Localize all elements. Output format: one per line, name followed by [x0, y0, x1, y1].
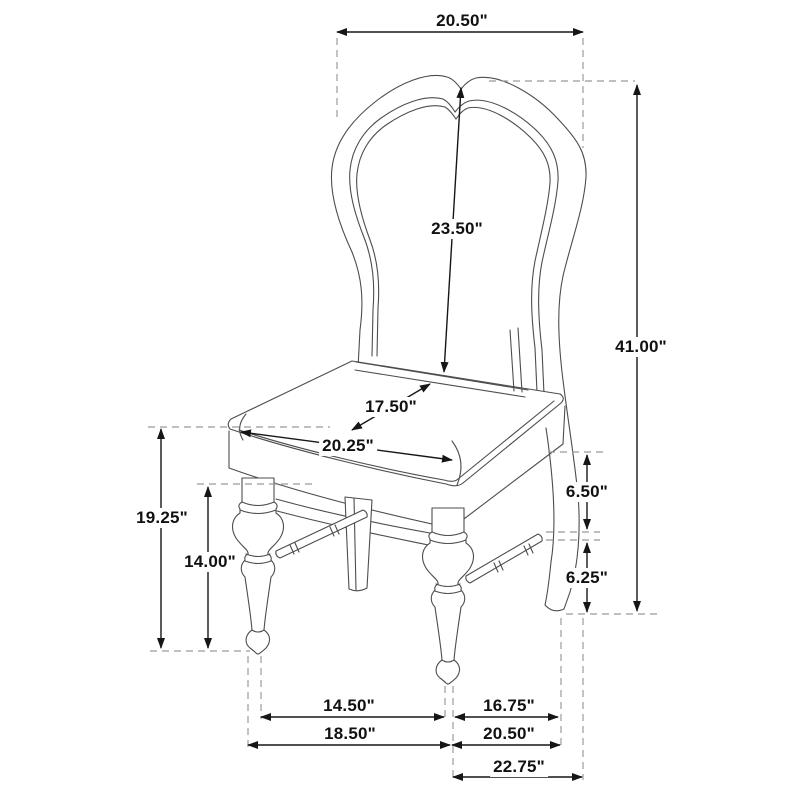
right-stile-inner-2 [518, 328, 522, 392]
dim-label-front-to-back-leg-gap: 16.75" [480, 696, 538, 716]
dim-label-seat-depth: 17.50" [362, 397, 420, 417]
right-stile-inner-1 [510, 330, 514, 391]
back-moulding-right-2 [456, 107, 550, 392]
front-left-leg [233, 478, 284, 654]
back-right-leg-foot [545, 605, 564, 611]
front-right-leg [423, 508, 474, 684]
dim-label-overall-depth: 22.75" [490, 757, 548, 777]
dim-label-overall-height: 41.00" [612, 337, 670, 357]
back-left-leg [345, 497, 372, 591]
right-stretcher [466, 534, 542, 583]
chair-drawing [228, 75, 586, 684]
dim-label-seat-width: 20.25" [319, 436, 377, 456]
dim-label-seat-to-back-top: 23.50" [428, 219, 486, 239]
dim-label-front-leg-outer-span: 18.50" [321, 724, 379, 744]
dim-label-floor-to-apron: 14.00" [181, 552, 239, 572]
dim-label-floor-to-seat: 19.25" [133, 508, 191, 528]
dim-label-front-leg-inner-span: 14.50" [320, 696, 378, 716]
dim-label-stretcher-to-floor: 6.25" [563, 568, 611, 588]
back-outer-right [461, 77, 586, 609]
dim-label-side-leg-span: 20.50" [480, 724, 538, 744]
dim-label-apron-to-stretcher: 6.50" [563, 482, 611, 502]
apron-right-edge [563, 406, 565, 444]
back-right-leg-inner [545, 428, 554, 605]
back-moulding-right-1 [455, 100, 558, 394]
dim-label-back-top-width: 20.50" [433, 11, 491, 31]
